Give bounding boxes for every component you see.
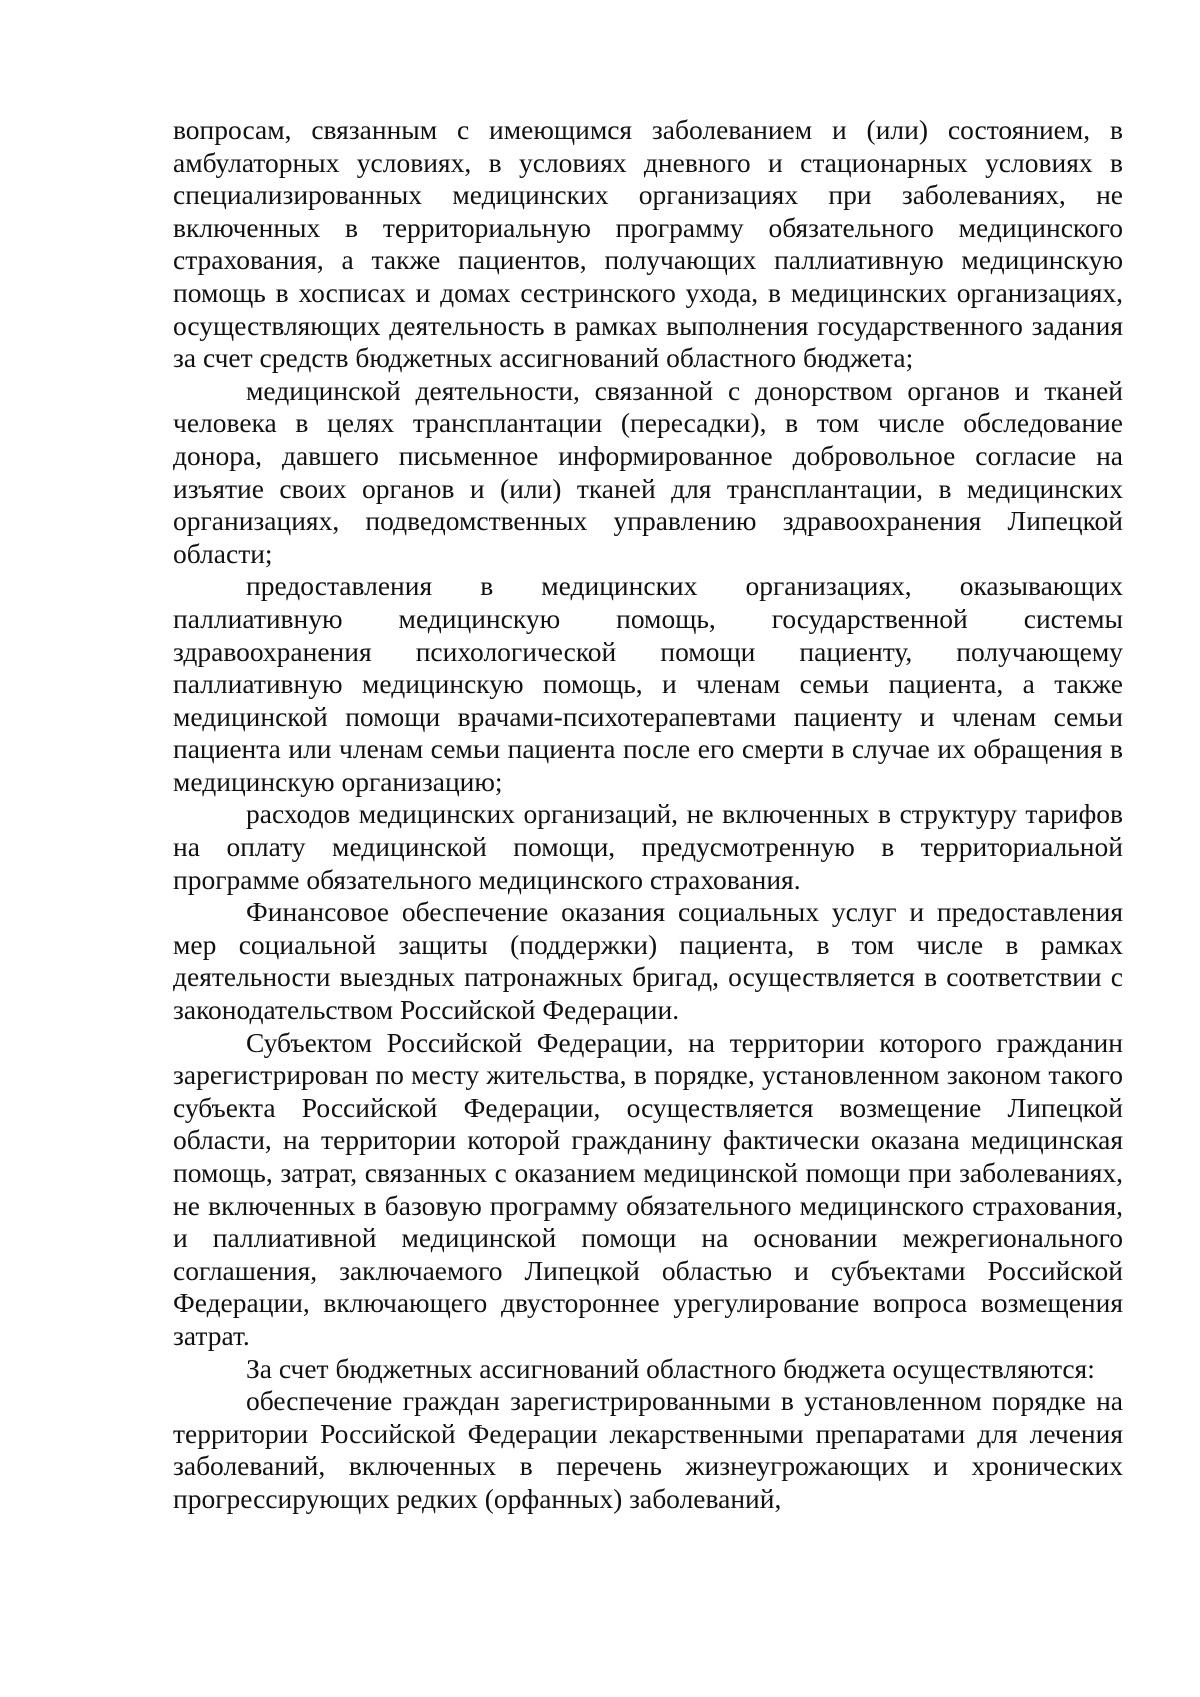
paragraph-drug-provision: обеспечение граждан зарегистрированными в установленном порядке на территории Российской Федерации лекарственными препаратами для лечения заболеваний, включенных в перечень жизнеугрожающих и хронических прогрессирующих редких (орфанных) заболеваний, (173, 1385, 1123, 1514)
paragraph-donor-activity: медицинской деятельности, связанной с донорством органов и тканей человека в целях трансплантации (пересадки), в том числе обследование донора, давшего письменное информированное добровольное согласие на изъятие своих органов и (или) тканей для трансплантации, в медицинских организациях, подведомственных управлению здравоохранения Липецкой области; (173, 374, 1123, 569)
document-page (173, 114, 1123, 1516)
paragraph-psychological-help: предоставления в медицинских организациях, оказывающих паллиативную медицинскую помощь, государственной системы здравоохранения психологической помощи пациенту, получающему паллиативную медицинскую помощь, и членам семьи пациента, а также медицинской помощи врачами-психотерапевтами пациенту и членам семьи пациента или членам семьи пациента после его смерти в случае их обращения в медицинскую организацию; (173, 570, 1123, 797)
paragraph-continuation: вопросам, связанным с имеющимся заболеванием и (или) состоянием, в амбулаторных условиях, в условиях дневного и стационарных условиях в специализированных медицинских организациях при заболеваниях, не включенных в территориальную программу обязательного медицинского страхования, а также пациентов, получающих паллиативную медицинскую помощь в хосписах и домах сестринского ухода, в медицинских организациях, осуществляющих деятельность в рамках выполнения государственного задания за счет средств бюджетных ассигнований областного бюджета; (173, 114, 1123, 374)
paragraph-social-services: Финансовое обеспечение оказания социальных услуг и предоставления мер социальной защиты (поддержки) пациента, в том числе в рамках деятельности выездных патронажных бригад, осуществляется в соответствии с законодательством Российской Федерации. (173, 896, 1123, 1026)
paragraph-budget-funding: За счет бюджетных ассигнований областного бюджета осуществляются: (246, 1352, 1095, 1384)
paragraph-expenses: расходов медицинских организаций, не включенных в структуру тарифов на оплату медицинской помощи, предусмотренную в территориальной программе обязательного медицинского страхования. (173, 798, 1123, 895)
paragraph-reimbursement: Субъектом Российской Федерации, на территории которого гражданин зарегистрирован по месту жительства, в порядке, установленном законом такого субъекта Российской Федерации, осуществляется возмещение Липецкой области, на территории которой гражданину фактически оказана медицинская помощь, затрат, связанных с оказанием медицинской помощи при заболеваниях, не включенных в базовую программу обязательного медицинского страхования, и паллиативной медицинской помощи на основании межрегионального соглашения, заключаемого Липецкой областью и субъектами Российской Федерации, включающего двустороннее урегулирование вопроса возмещения затрат. (173, 1026, 1123, 1351)
